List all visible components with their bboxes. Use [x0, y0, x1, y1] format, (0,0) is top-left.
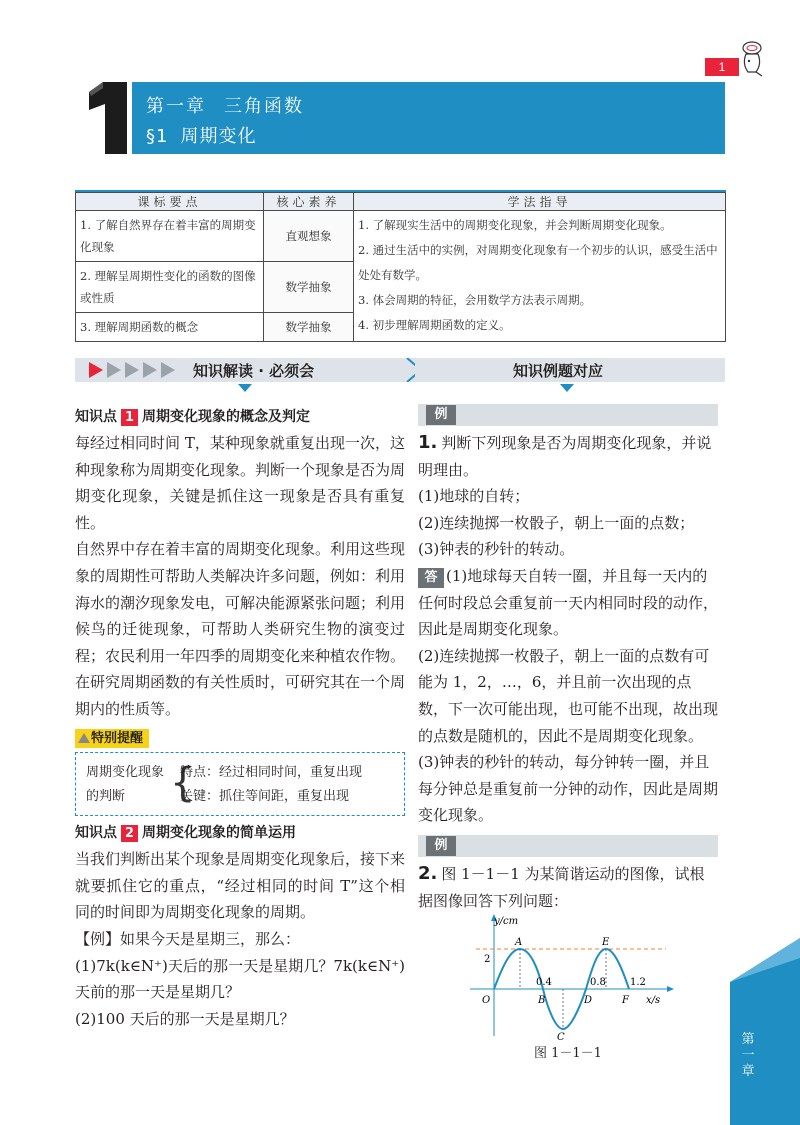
guidance-cell [354, 211, 726, 342]
table-cell: 3. 理解周期函数的概念 [76, 313, 264, 342]
point-label: E [602, 937, 610, 948]
down-triangle-icon [238, 384, 252, 392]
standards-table [75, 192, 726, 342]
knowledge-point-2-heading: 知识点 2 周期变化现象的简单运用 [75, 825, 296, 842]
point-label: D [584, 995, 593, 1006]
answer-3: (3)钟表的秒针的转动，每分钟转一圈，并且每分钟总是重复前一分钟的动作，因此是周期变化现象。 [418, 753, 719, 825]
y-tick-label: 2 [484, 954, 491, 965]
question-item: (1)地球的自转； [418, 487, 530, 506]
question-2: 2. 图 1－1－1 为某简谐运动的图像，试根据图像回答下列问题： [418, 862, 705, 910]
point-label: A [515, 937, 523, 948]
section-heading: §1 周期变化 [146, 126, 257, 147]
guidance-item: 3. 体会周期的特征，会用数学方法表示周期。 [358, 293, 592, 307]
col-header-points: 课标要点 [76, 193, 264, 211]
y-axis-label: y/cm [494, 916, 519, 927]
paragraph: 当我们判断出某个现象是周期变化现象后，接下来就要抓住它的重点，“经过相同的时间 T”这个相同的时间即为周期变化现象的周期。 [75, 850, 406, 922]
table-cell: 2. 理解呈周期性变化的函数的图像或性质 [76, 262, 264, 313]
section-right-title: 知识例题对应 [513, 362, 604, 380]
tip-box [75, 752, 405, 816]
page-number: 1 [705, 58, 739, 76]
col-header-literacy: 核心素养 [264, 193, 354, 211]
mascot-icon [738, 40, 768, 80]
point-label: C [557, 1032, 565, 1042]
guidance-item: 4. 初步理解周期函数的定义。 [358, 318, 511, 332]
section-left-title: 知识解读 · 必须会 [193, 362, 315, 380]
table-cell: 1. 了解自然界存在着丰富的周期变化现象 [76, 211, 264, 262]
section-bar [75, 358, 725, 382]
paragraph: 自然界中存在着丰富的周期变化现象。利用这些现象的周期性可帮助人类解决许多问题，例如：利用海水的潮汐现象发电，可解决能源紧张问题；利用候鸟的迁徙现象，可帮助人类研究生物的演变过程；农民利用一年四季的周期变化来种植农作物。在研究周期函数的有关性质时，可研究其在一个周期内的性质等。 [75, 540, 406, 718]
example-bar: 例 [418, 404, 718, 426]
example-question: (1)7k(k∈N⁺)天后的那一天是星期几？7k(k∈N⁺)天前的那一天是星期几？ [75, 956, 405, 1002]
table-row [76, 211, 726, 262]
col-header-guidance: 学法指导 [354, 193, 726, 211]
x-tick-label: 0.8 [590, 977, 606, 988]
tip-details: 特点：经过相同时间，重复出现 关键：抓住等间距，重复出现 [180, 765, 363, 805]
tip-subject: 周期变化现象的判断 [86, 765, 165, 805]
brace-icon: { [170, 760, 196, 807]
guidance-item: 2. 通过生活中的实例，对周期变化现象有一个初步的认识，感受生活中处处有数学。 [358, 243, 718, 282]
examples-column [418, 404, 718, 914]
table-cell: 直观想象 [264, 211, 354, 262]
x-axis-label: x/s [646, 995, 661, 1006]
chapter-heading: 第一章 三角函数 [146, 96, 304, 117]
table-cell: 数学抽象 [264, 313, 354, 342]
paragraph: 每经过相同时间 T，某种现象就重复出现一次，这种现象称为周期变化现象。判断一个现象是否为周期变化现象，关键是抓住这一现象是否具有重复性。 [75, 434, 406, 532]
x-tick-label: 1.2 [630, 977, 646, 988]
tip-label: 特别提醒 [75, 729, 149, 748]
question-1: 1. 判断下列现象是否为周期变化现象，并说明理由。 [418, 432, 712, 479]
answer-1: 答 (1)地球每天自转一圈，并且每一天内的任何时段总会重复前一天内相同时段的动作，因此是周期变化现象。 [418, 566, 719, 639]
example-intro: 【例】如果今天是星期三，那么： [75, 929, 301, 948]
x-tick-label: 0.4 [536, 977, 552, 988]
table-cell: 数学抽象 [264, 262, 354, 313]
example-bar: 例 [418, 835, 718, 857]
point-label: B [538, 995, 546, 1006]
question-item: (3)钟表的秒针的转动。 [418, 540, 575, 559]
chapter-side-tab: 第一章 [741, 1032, 755, 1079]
origin-label: O [482, 995, 491, 1006]
knowledge-column [75, 404, 405, 1032]
chapter-digit-icon [75, 82, 135, 154]
sine-graph [466, 912, 676, 1042]
knowledge-point-1-heading: 知识点 1 周期变化现象的概念及判定 [75, 409, 310, 425]
section-bar-left [75, 358, 415, 382]
down-triangle-icon [560, 384, 574, 392]
arrows-icon [89, 362, 179, 378]
guidance-item: 1. 了解现实生活中的周期变化现象，并会判断周期变化现象。 [358, 218, 672, 232]
chapter-banner [132, 82, 725, 154]
question-item: (2)连续抛掷一枚骰子，朝上一面的点数； [418, 513, 695, 532]
point-label: F [622, 995, 629, 1006]
answer-2: (2)连续抛掷一枚骰子，朝上一面的点数有可能为 1，2，…，6，并且前一次出现的点数，下一次可能出现，也可能不出现，故出现的点数是随机的，因此不是周期变化现象。 [418, 646, 719, 745]
figure-caption: 图 1－1－1 [534, 1046, 602, 1061]
section-bar-right [415, 358, 725, 382]
example-question: (2)100 天后的那一天是星期几？ [75, 1009, 295, 1028]
